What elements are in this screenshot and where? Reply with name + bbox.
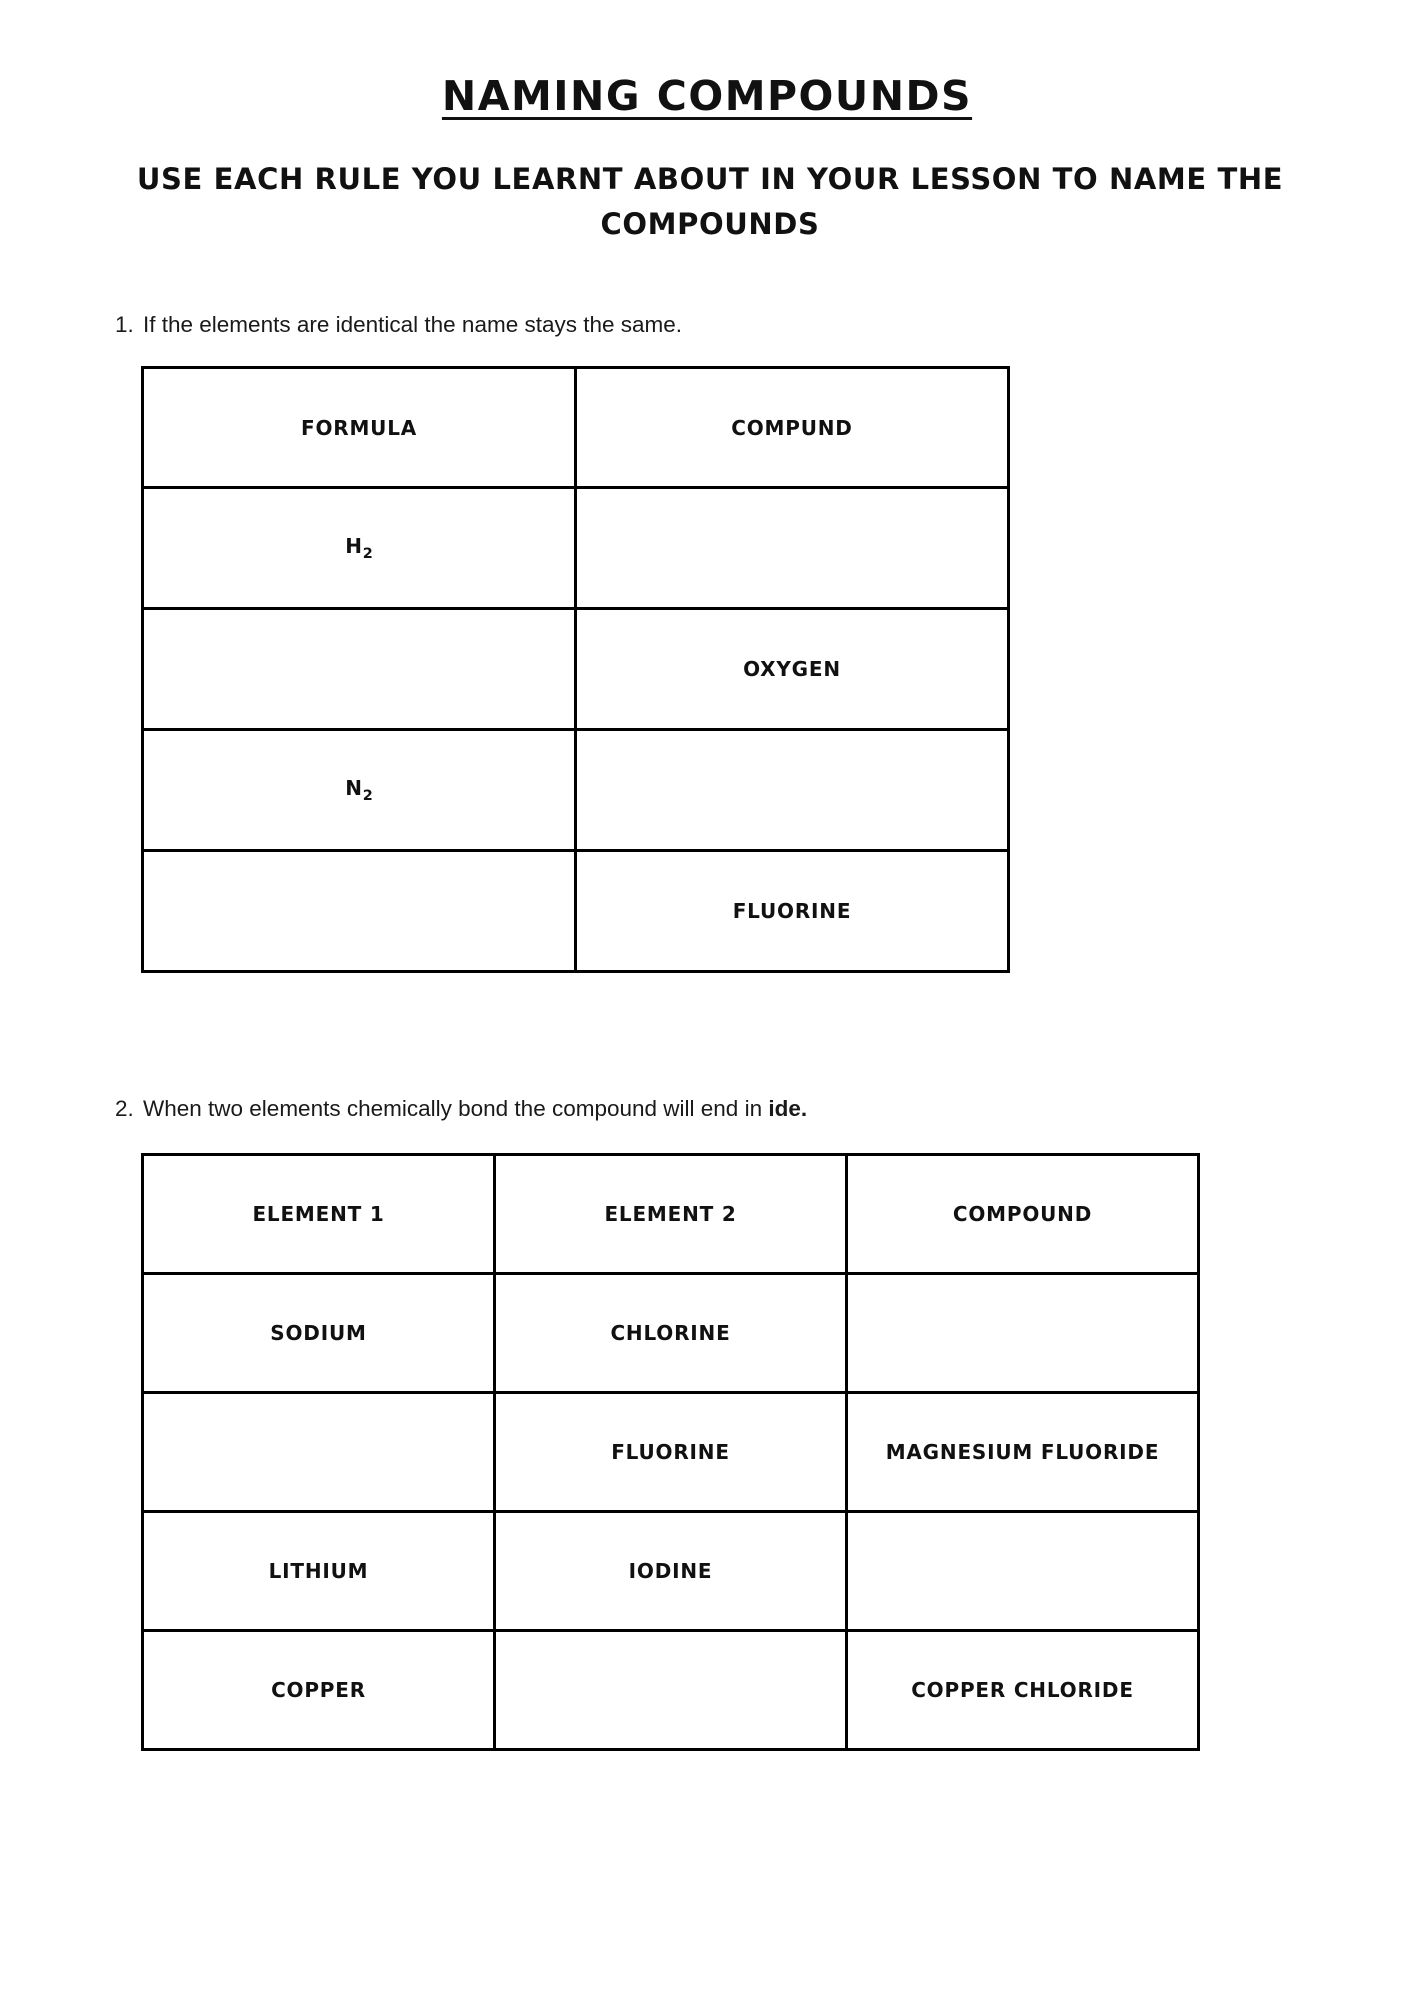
table-row bbox=[143, 1630, 1199, 1749]
table2-cell-compound[interactable]: COPPER CHLORIDE bbox=[847, 1630, 1199, 1749]
table2-cell-element1[interactable] bbox=[143, 1392, 495, 1511]
table-row bbox=[143, 488, 1009, 609]
table-row bbox=[143, 1273, 1199, 1392]
table2-header-element2: ELEMENT 2 bbox=[495, 1154, 847, 1273]
rule-2-emphasis: ide. bbox=[768, 1096, 808, 1122]
table1-cell-formula[interactable] bbox=[143, 609, 576, 730]
table2-cell-compound[interactable]: MAGNESIUM FLUORIDE bbox=[847, 1392, 1199, 1511]
rule-1-text bbox=[115, 309, 1299, 341]
table1-cell-compound[interactable]: FLUORINE bbox=[576, 851, 1009, 972]
table2-cell-element2[interactable] bbox=[495, 1630, 847, 1749]
table1-cell-compound[interactable]: OXYGEN bbox=[576, 609, 1009, 730]
table2-header-compound: COMPOUND bbox=[847, 1154, 1199, 1273]
table2-cell-compound[interactable] bbox=[847, 1511, 1199, 1630]
rule-2-number: 2. bbox=[115, 1096, 134, 1122]
table2-cell-element2[interactable]: CHLORINE bbox=[495, 1273, 847, 1392]
page-title: NAMING COMPOUNDS bbox=[441, 72, 973, 120]
formula-subscript: 2 bbox=[362, 546, 373, 563]
table-rule-2 bbox=[141, 1153, 1200, 1751]
table-row bbox=[143, 851, 1009, 972]
table2-header-element1: ELEMENT 1 bbox=[143, 1154, 495, 1273]
rule-2-text bbox=[115, 1093, 1299, 1125]
formula-text: H bbox=[345, 534, 363, 559]
table-rule-1 bbox=[141, 366, 1010, 973]
table1-cell-compound[interactable] bbox=[576, 488, 1009, 609]
table-header-row bbox=[143, 368, 1009, 488]
table1-cell-formula[interactable] bbox=[143, 730, 576, 851]
section-spacer bbox=[115, 973, 1299, 1031]
table-row bbox=[143, 1511, 1199, 1630]
table1-cell-formula[interactable] bbox=[143, 488, 576, 609]
rule-2-body: When two elements chemically bond the compound will end in bbox=[143, 1096, 769, 1122]
table-header-row bbox=[143, 1154, 1199, 1273]
page-subtitle: USE EACH RULE YOU LEARNT ABOUT IN YOUR LESSON TO NAME THE COMPOUNDS bbox=[136, 162, 1284, 241]
table2-cell-element1[interactable]: SODIUM bbox=[143, 1273, 495, 1392]
rule-1-number: 1. bbox=[115, 311, 134, 337]
table-row bbox=[143, 609, 1009, 730]
table2-cell-element2[interactable]: IODINE bbox=[495, 1511, 847, 1630]
table2-cell-element1[interactable]: COPPER bbox=[143, 1630, 495, 1749]
table2-cell-element1[interactable]: LITHIUM bbox=[143, 1511, 495, 1630]
table2-cell-compound[interactable] bbox=[847, 1273, 1199, 1392]
table-row bbox=[143, 1392, 1199, 1511]
table1-cell-compound[interactable] bbox=[576, 730, 1009, 851]
table1-header-formula: FORMULA bbox=[143, 368, 576, 488]
rule-1-body: If the elements are identical the name stays the same. bbox=[143, 311, 683, 337]
formula-subscript: 2 bbox=[362, 788, 373, 805]
table1-header-compound: COMPUND bbox=[576, 368, 1009, 488]
table-row bbox=[143, 730, 1009, 851]
table1-cell-formula[interactable] bbox=[143, 851, 576, 972]
formula-text: N bbox=[345, 776, 363, 801]
table2-cell-element2[interactable]: FLUORINE bbox=[495, 1392, 847, 1511]
